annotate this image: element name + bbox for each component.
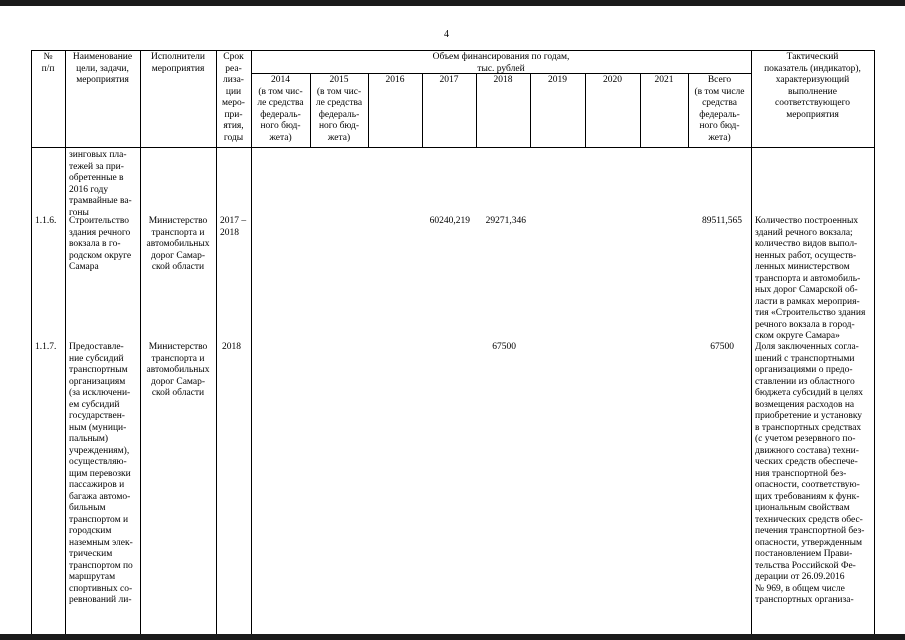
row-num: 1.1.7. <box>35 342 57 352</box>
row-total: 89511,565 <box>701 216 742 226</box>
row-value-2017: 60240,219 <box>429 216 470 226</box>
header-num: № п/п <box>41 52 55 74</box>
header-total: Всего (в том числе средства федераль- ного бюд- жета) <box>694 75 745 143</box>
header-2019: 2019 <box>548 75 567 85</box>
row-name: Строительство здания речного вокзала в го- родском округе Самара <box>69 216 132 272</box>
row-num: 1.1.6. <box>35 216 57 226</box>
row-name: Предоставле- ние субсидий транспортным организациям (за исключени- ем субсидий государствен- ным (муници- пальным) учреждениям), осуществляю- щим перевозки пассажиров и багажа автомо- бильным транспортом и городским наземным элек- трическим транспортом по маршрутам спортивных со- ревнований ли- <box>69 342 133 605</box>
header-2015: 2015 (в том чис- ле средства федераль- ного бюд- жета) <box>315 75 363 143</box>
header-2020: 2020 <box>603 75 622 85</box>
header-term: Срок реа- лиза- ции меро- при- ятия, годы <box>222 52 245 143</box>
row-executor: Министерство транспорта и автомобильных дорог Самар- ской области <box>146 342 210 398</box>
header-2016: 2016 <box>385 75 405 85</box>
page-number: 4 <box>444 29 449 40</box>
continuation-text: зинговых пла- тежей за при- обретенные в 2016 году трамвайные ва- гоны <box>69 150 132 218</box>
header-name: Наименование цели, задачи, мероприятия <box>72 52 133 85</box>
row-value-2018: 29271,346 <box>485 216 526 226</box>
row-term: 2017 – 2018 <box>220 216 247 238</box>
header-2014: 2014 (в том чис- ле средства федераль- ного бюд- жета) <box>257 75 304 143</box>
header-2021: 2021 <box>654 75 674 85</box>
row-total: 67500 <box>710 342 734 352</box>
header-funding: Объем финансирования по годам, тыс. рублей <box>432 52 570 74</box>
header-2017: 2017 <box>439 75 459 85</box>
row-indicator: Доля заключенных согла- шений с транспортными организациями о предо- ставлении из областного бюджета субсидий в целях возмещения расходов на приобретение и установку в транспортных средствах (с учетом резервного по- движного состава) техни- ческих средств обеспече- ния транспортной без- опасности, соответствую- щих требованиям к функ- циональным свойствам технических средств обес- печения транспортной без- опасности, утвержденным постановлением Прави- тельства Российской Фе- дерации от 26.09.2016 № 969, в общем числе транспортных организа- <box>755 342 865 605</box>
header-2018: 2018 <box>493 75 513 85</box>
bottom-border <box>0 634 905 640</box>
header-executors: Исполнители мероприятия <box>151 52 205 74</box>
row-term: 2018 <box>222 342 241 352</box>
row-indicator: Количество построенных зданий речного вокзала; количество видов выпол- ненных работ, осуществ- ленных министерством транспорта и автомобиль- ных дорог Самарской об- ласти в рамках мероприя- тия «Строительство здания речного вокзала в город- ском округе Самара» <box>755 216 866 341</box>
header-indicator: Тактический показатель (индикатор), характеризующий выполнение соответствующего мероприятия <box>764 52 861 120</box>
row-value-2018: 67500 <box>492 342 516 352</box>
row-executor: Министерство транспорта и автомобильных дорог Самар- ской области <box>146 216 210 272</box>
top-border <box>0 0 905 6</box>
